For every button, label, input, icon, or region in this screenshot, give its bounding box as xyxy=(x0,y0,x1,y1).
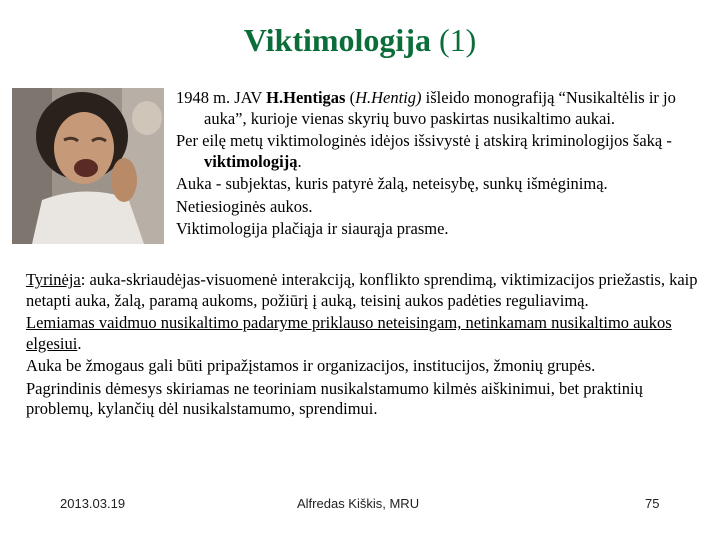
p1-text-a: 1948 m. JAV xyxy=(176,88,267,107)
paragraph-organizations: Auka be žmogaus gali būti pripažįstamos ir organizacijos, institucijos, žmonių grupės. xyxy=(26,356,596,375)
p6-text: : auka-skriaudėjas-visuomenė interakciją, konflikto sprendimą, viktimizacijos priežastis, kaip netapti auka, žalą, paramą aukoms, požiūrį į auką, teisinį aukos padėties reguliavimą. xyxy=(26,270,698,310)
bottom-text-block xyxy=(26,270,704,422)
title-number: (1) xyxy=(438,22,477,58)
paragraph-research xyxy=(26,270,704,311)
paragraph-broad-narrow: Viktimologija plačiąja ir siaurąja prasme. xyxy=(176,219,449,238)
p7-underlined-text: Lemiamas vaidmuo nusikaltimo padaryme priklauso neteisingam, netinkamam nusikaltimo aukos elgesiui xyxy=(26,313,672,353)
p7-period: . xyxy=(77,333,82,353)
paragraph-victim-definition: Auka - subjektas, kuris patyrė žalą, neteisybę, sunkų išmėginimą. xyxy=(176,174,608,193)
footer-page-number: 75 xyxy=(645,496,660,511)
footer-author: Alfredas Kiškis, MRU xyxy=(297,496,420,511)
top-text-block xyxy=(176,88,706,242)
slide-title xyxy=(0,20,720,60)
crying-woman-photo xyxy=(12,88,164,244)
paragraph-hentig xyxy=(176,88,706,129)
paragraph-decisive-role xyxy=(26,313,704,354)
photo-illustration xyxy=(12,88,164,244)
p2-term: viktimologiją xyxy=(204,151,298,171)
p6-research-label: Tyrinėja xyxy=(26,270,81,289)
title-main: Viktimologija xyxy=(243,22,431,58)
paragraph-indirect-victims: Netiesioginės aukos. xyxy=(176,196,313,216)
p1-author-name: H.Hentigas xyxy=(266,88,346,107)
paragraph-main-focus: Pagrindinis dėmesys skiriamas ne teoriniam nusikalstamumo kilmės aiškinimui, bet praktinių problemų, kylančių dėl nusikalstamumo, sprendimui. xyxy=(26,378,643,418)
p1-author-original: H.Hentig) xyxy=(355,88,422,107)
p2-text-a: Per eilę metų viktimologinės idėjos išsivystė į atskirą kriminologijos šaką - xyxy=(176,131,672,150)
p1-text-e: išleido monografiją “Nusikaltėlis ir jo auka”, kurioje vienas skyrių buvo paskirtas nusikaltimo aukai. xyxy=(204,88,676,128)
p1-text-c: ( xyxy=(345,88,356,107)
p2-text-c: . xyxy=(297,151,302,171)
footer-date: 2013.03.19 xyxy=(60,496,126,511)
paragraph-ideas xyxy=(176,131,706,172)
